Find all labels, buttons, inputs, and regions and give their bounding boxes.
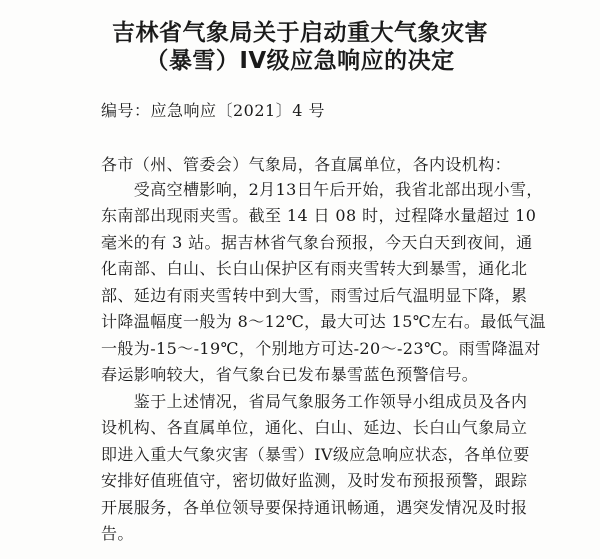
body-line: 一般为-15～-19℃，个别地方可达-20～-23℃。雨雪降温对 — [101, 339, 541, 358]
document-title-line-1: 吉林省气象局关于启动重大气象灾害 — [112, 20, 488, 46]
body-line: 毫米的有 3 站。据吉林省气象台预报，今天白天到夜间，通 — [101, 233, 533, 252]
body-line: 计降温幅度一般为 8～12℃，最大可达 15℃左右。最低气温 — [101, 312, 546, 331]
body-line: 鉴于上述情况，省局气象服务工作领导小组成员及各内 — [101, 392, 528, 411]
body-line: 部、延边有雨夹雪转中到大雪，雨雪过后气温明显下降，累 — [101, 286, 528, 305]
body-line: 告。 — [101, 524, 134, 543]
document-number: 编号：应急响应〔2021〕4 号 — [101, 101, 325, 120]
body-line: 即进入重大气象灾害（暴雪）IV级应急响应状态，各单位要 — [101, 445, 530, 464]
body-line: 东南部出现雨夹雪。截至 14 日 08 时，过程降水量超过 10 — [101, 206, 537, 225]
document-title-line-2: （暴雪）IV级应急响应的决定 — [145, 48, 455, 74]
body-line: 各市（州、管委会）气象局，各直属单位，各内设机构： — [101, 155, 512, 174]
body-line: 化南部、白山、长白山保护区有雨夹雪转大到暴雪，通化北 — [101, 259, 528, 278]
body-line: 安排好值班值守，密切做好监测，及时发布预报预警，跟踪 — [101, 471, 528, 490]
body-line: 受高空槽影响，2月13日午后开始，我省北部出现小雪， — [101, 180, 543, 199]
body-line: 设机构、各直属单位，通化、白山、延边、长白山气象局立 — [101, 418, 528, 437]
body-line: 开展服务，各单位领导要保持通讯畅通，遇突发情况及时报 — [101, 498, 528, 517]
body-line: 春运影响较大，省气象台已发布暴雪蓝色预警信号。 — [101, 365, 479, 384]
